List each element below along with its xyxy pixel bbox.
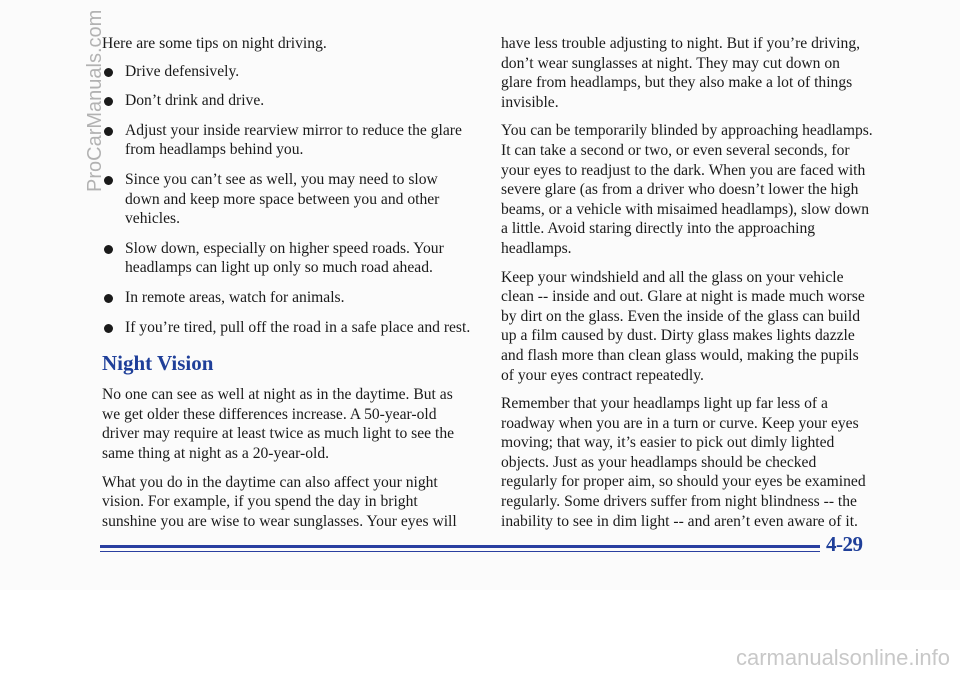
bottom-watermark: carmanualsonline.info (735, 645, 950, 670)
list-item (102, 170, 474, 229)
side-watermark: ProCarManuals.com (84, 9, 106, 192)
tip-text: If you’re tired, pull off the road in a safe place and rest. (125, 318, 471, 336)
body-paragraph: You can be temporarily blinded by approaching headlamps. It can take a second or two, or even several seconds, for your eyes to readjust to the dark. When you are faced with severe glare (as from a driver who doesn’t lower the high beams, or a vehicle with misaimed headlamps), slow down a little. Avoid staring directly into the approaching headlamps. (501, 122, 873, 257)
list-item (102, 121, 474, 160)
body-paragraph: Keep your windshield and all the glass on your vehicle clean -- inside and out. Glare at night is made much worse by dirt on the glass. Even the inside of the glass can build up a film caused by dust. Dirty glass makes lights dazzle and flash more than clean glass would, making the pupils of your eyes contract repeatedly. (501, 268, 865, 384)
tips-list (102, 62, 474, 338)
footer-rule-thin (100, 551, 820, 552)
bullet-icon (104, 324, 113, 333)
right-column (501, 34, 875, 540)
tip-text: Slow down, especially on higher speed roads. Your headlamps can light up only so much road ahead. (125, 239, 444, 277)
bullet-icon (104, 245, 113, 254)
left-column (102, 34, 474, 540)
body-paragraph: have less trouble adjusting to night. But if you’re driving, don’t wear sunglasses at night. They may cut down on glare from headlamps, but they also make a lot of things invisible. (501, 35, 861, 111)
tip-text: Drive defensively. (125, 62, 240, 80)
list-item (102, 318, 474, 338)
section-heading: Night Vision (102, 351, 214, 376)
tip-text: Don’t drink and drive. (125, 92, 265, 110)
tip-text: Since you can’t see as well, you may need to slow down and keep more space between you and other vehicles. (125, 170, 440, 228)
tip-text: In remote areas, watch for animals. (125, 288, 345, 306)
footer-rule-thick (100, 545, 820, 548)
bullet-icon (104, 294, 113, 303)
intro-text: Here are some tips on night driving. (102, 35, 327, 52)
tip-text: Adjust your inside rearview mirror to reduce the glare from headlamps behind you. (125, 121, 462, 159)
body-paragraph: Remember that your headlamps light up far less of a roadway when you are in a turn or curve. Keep your eyes moving; that way, it’s easier to pick out dimly lighted objects. Just as your headlamps should be checked regularly for proper aim, so should your eyes be examined regularly. Some drivers suffer from night blindness -- the inability to see in dim light -- and aren’t even aware of it. (501, 395, 866, 530)
page-number: 4-29 (826, 532, 863, 556)
body-paragraph: What you do in the daytime can also affect your night vision. For example, if you spend the day in bright sunshine you are wise to wear sunglasses. Your eyes will (102, 473, 457, 530)
list-item (102, 239, 474, 278)
list-item (102, 288, 474, 308)
body-paragraph: No one can see as well at night as in the daytime. But as we get older these differences increase. A 50-year-old driver may require at least twice as much light to see the same thing at night as a 20-year-old. (102, 386, 455, 462)
list-item (102, 62, 474, 82)
list-item (102, 91, 474, 111)
